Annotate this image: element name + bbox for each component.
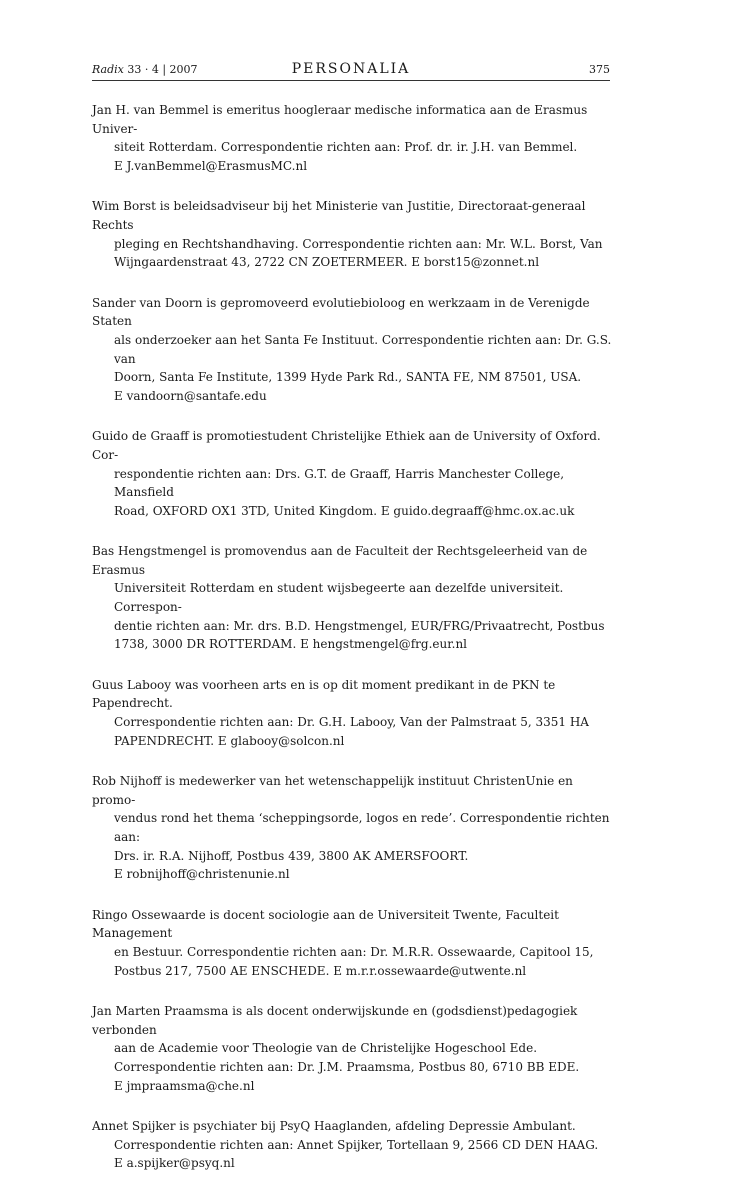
personalia-entry xyxy=(92,676,612,750)
entry-line: Drs. ir. R.A. Nijhoff, Postbus 439, 3800 AK AMERSFOORT. xyxy=(114,848,469,863)
entry-line: als onderzoeker aan het Santa Fe Instituut. Correspondentie richten aan: Dr. G.S. van xyxy=(114,332,612,366)
entry-line: Guido de Graaff is promotiestudent Christelijke Ethiek aan de University of Oxford. Cor- xyxy=(92,429,601,462)
entry-line: E J.vanBemmel@ErasmusMC.nl xyxy=(114,158,308,173)
entry-line: 1738, 3000 DR ROTTERDAM. E hengstmengel@frg.eur.nl xyxy=(114,637,468,652)
entry-line: Road, OXFORD OX1 3TD, United Kingdom. E guido.degraaff@hmc.ox.ac.uk xyxy=(114,503,575,518)
entry-line: vendus rond het thema ‘scheppingsorde, logos en rede’. Correspondentie richten aan: xyxy=(114,811,610,844)
entry-line: pleging en Rechtshandhaving. Correspondentie richten aan: Mr. W.L. Borst, Van xyxy=(114,236,603,251)
entry-line: Guus Labooy was voorheen arts en is op dit moment predikant in de PKN te Papendrecht. xyxy=(92,677,556,711)
entry-line: Annet Spijker is psychiater bij PsyQ Haaglanden, afdeling Depressie Ambulant. xyxy=(92,1119,576,1134)
entry-line: Ringo Ossewaarde is docent sociologie aan de Universiteit Twente, Faculteit Management xyxy=(92,907,559,941)
entry-line: Rob Nijhoff is medewerker van het wetenschappelijk instituut ChristenUnie en promo- xyxy=(92,774,573,807)
entry-line: Correspondentie richten aan: Annet Spijker, Tortellaan 9, 2566 CD DEN HAAG. xyxy=(114,1137,599,1152)
entry-line: E jmpraamsma@che.nl xyxy=(114,1078,255,1093)
personalia-entry xyxy=(92,294,612,406)
section-title: PERSONALIA xyxy=(291,61,411,77)
entry-line: dentie richten aan: Mr. drs. B.D. Hengstmengel, EUR/FRG/Privaatrecht, Postbus xyxy=(114,618,605,633)
running-header xyxy=(92,58,610,81)
entry-line: Doorn, Santa Fe Institute, 1399 Hyde Park Rd., SANTA FE, NM 87501, USA. xyxy=(114,370,582,385)
entry-line: Postbus 217, 7500 AE ENSCHEDE. E m.r.r.ossewaarde@utwente.nl xyxy=(114,963,527,978)
personalia-entry xyxy=(92,1117,612,1173)
journal-issue: 33 · 4 | 2007 xyxy=(127,63,198,76)
entry-line: aan de Academie voor Theologie van de Christelijke Hogeschool Ede. xyxy=(114,1041,538,1056)
entry-line: Correspondentie richten aan: Dr. J.M. Praamsma, Postbus 80, 6710 BB EDE. xyxy=(114,1059,580,1074)
personalia-entry xyxy=(92,772,612,884)
entry-line: E a.spijker@psyq.nl xyxy=(114,1156,235,1171)
entry-line: Universiteit Rotterdam en student wijsbegeerte aan dezelfde universiteit. Correspon- xyxy=(114,581,564,615)
entry-line: respondentie richten aan: Drs. G.T. de Graaff, Harris Manchester College, Mansfield xyxy=(114,466,565,500)
entry-line: E vandoorn@santafe.edu xyxy=(114,388,267,403)
personalia-entry xyxy=(92,427,612,520)
personalia-entry xyxy=(92,101,612,175)
entry-line: Jan Marten Praamsma is als docent onderwijskunde en (godsdienst)pedagogiek verbonden xyxy=(92,1004,578,1037)
entry-line: Correspondentie richten aan: Dr. G.H. Labooy, Van der Palmstraat 5, 3351 HA xyxy=(114,715,589,730)
page-number: 375 xyxy=(589,63,610,76)
personalia-entry xyxy=(92,542,612,654)
personalia-entry xyxy=(92,906,612,980)
personalia-entry xyxy=(92,1002,612,1095)
entry-line: Wim Borst is beleidsadviseur bij het Ministerie van Justitie, Directoraat-generaal Rechts xyxy=(92,199,586,232)
journal-name: Radix xyxy=(92,63,124,76)
personalia-entry xyxy=(92,197,612,271)
entry-line: siteit Rotterdam. Correspondentie richten aan: Prof. dr. ir. J.H. van Bemmel. xyxy=(114,140,578,155)
entry-line: PAPENDRECHT. E glabooy@solcon.nl xyxy=(114,733,345,748)
entry-line: en Bestuur. Correspondentie richten aan: Dr. M.R.R. Ossewaarde, Capitool 15, xyxy=(114,944,594,959)
entry-line: Wijngaardenstraat 43, 2722 CN ZOETERMEER. E borst15@zonnet.nl xyxy=(114,255,540,270)
entry-line: Sander van Doorn is gepromoveerd evolutiebioloog en werkzaam in de Verenigde Staten xyxy=(92,295,590,329)
entry-line: E robnijhoff@christenunie.nl xyxy=(114,867,290,882)
entry-line: Bas Hengstmengel is promovendus aan de Faculteit der Rechtsgeleerheid van de Erasmus xyxy=(92,544,588,577)
personalia-list xyxy=(92,101,612,1195)
entry-line: Jan H. van Bemmel is emeritus hoogleraar medische informatica aan de Erasmus Univer- xyxy=(92,103,588,136)
